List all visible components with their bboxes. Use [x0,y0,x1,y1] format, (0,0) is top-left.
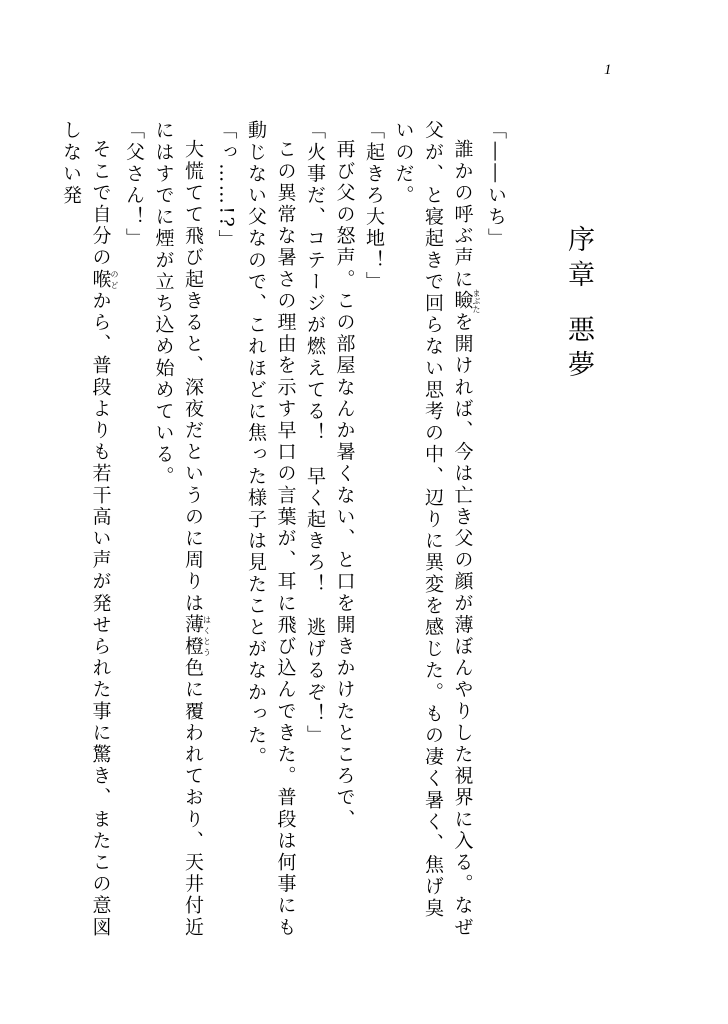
paragraph-text: 「っ……!?」 [215,120,238,252]
paragraph-dialogue-4 [211,120,241,940]
chapter-label: 序章 [563,225,594,295]
paragraph-narration-3 [241,120,300,940]
chapter-title-text: 悪夢 [563,315,594,385]
ruby-mabuta: 瞼まぶた [451,289,481,314]
paragraph-narration-2 [329,120,359,940]
paragraph-text: そこで自分の [89,139,112,269]
paragraph-text: 「火事だ、コテージが燃えてる！ 早く起きろ！ 逃げるぞ！」 [304,120,326,747]
ruby-nodo: 喉のど [89,268,119,291]
paragraph-dialogue-3 [300,120,330,940]
paragraph-text: 「起きろ大地！」 [363,120,385,293]
paragraph-dialogue-5 [119,120,149,940]
paragraph-narration-1 [388,120,481,940]
paragraph-dialogue-2 [359,120,389,940]
paragraph-narration-5 [56,120,119,940]
ruby-hakutou: 薄橙はくとう [182,614,212,658]
paragraph-dialogue-1 [481,120,511,940]
paragraph-text: 再び父の怒声。この部屋なんか暑くない、と口を開きかけたところで、 [333,139,356,831]
paragraph-text: この異常な暑さの理由を示す早口の言葉が、耳に飛び込んできた。普段は何事にも動じない父なので、これほどに焦った様子は見たことがなかった。 [245,120,297,939]
page-number: 1 [604,62,612,78]
paragraph-text: 大慌てて飛び起きると、深夜だというのに周りは [182,139,204,615]
paragraph-text: 色に覆われており、天井付近にはすでに煙が立ち込め始めている。 [152,120,204,939]
paragraph-text: を開ければ、今は亡き父の顔が薄ぼんやりした視界に入る。なぜ父が、と寝起きで回らない思考の中、辺りに異変を感じた。もの凄く暑く、焦げ臭いのだ。 [392,120,474,939]
novel-body-text [60,120,510,940]
paragraph-narration-4 [148,120,211,940]
paragraph-text: 「父さん！」 [123,120,145,250]
paragraph-text: 誰かの呼ぶ声に [451,139,474,291]
paragraph-text: から、普段よりも若干高い声が発せられた事に驚き、またこの意図しない発 [60,120,112,939]
paragraph-text: 「――いち」 [485,120,507,250]
chapter-heading [560,225,596,395]
